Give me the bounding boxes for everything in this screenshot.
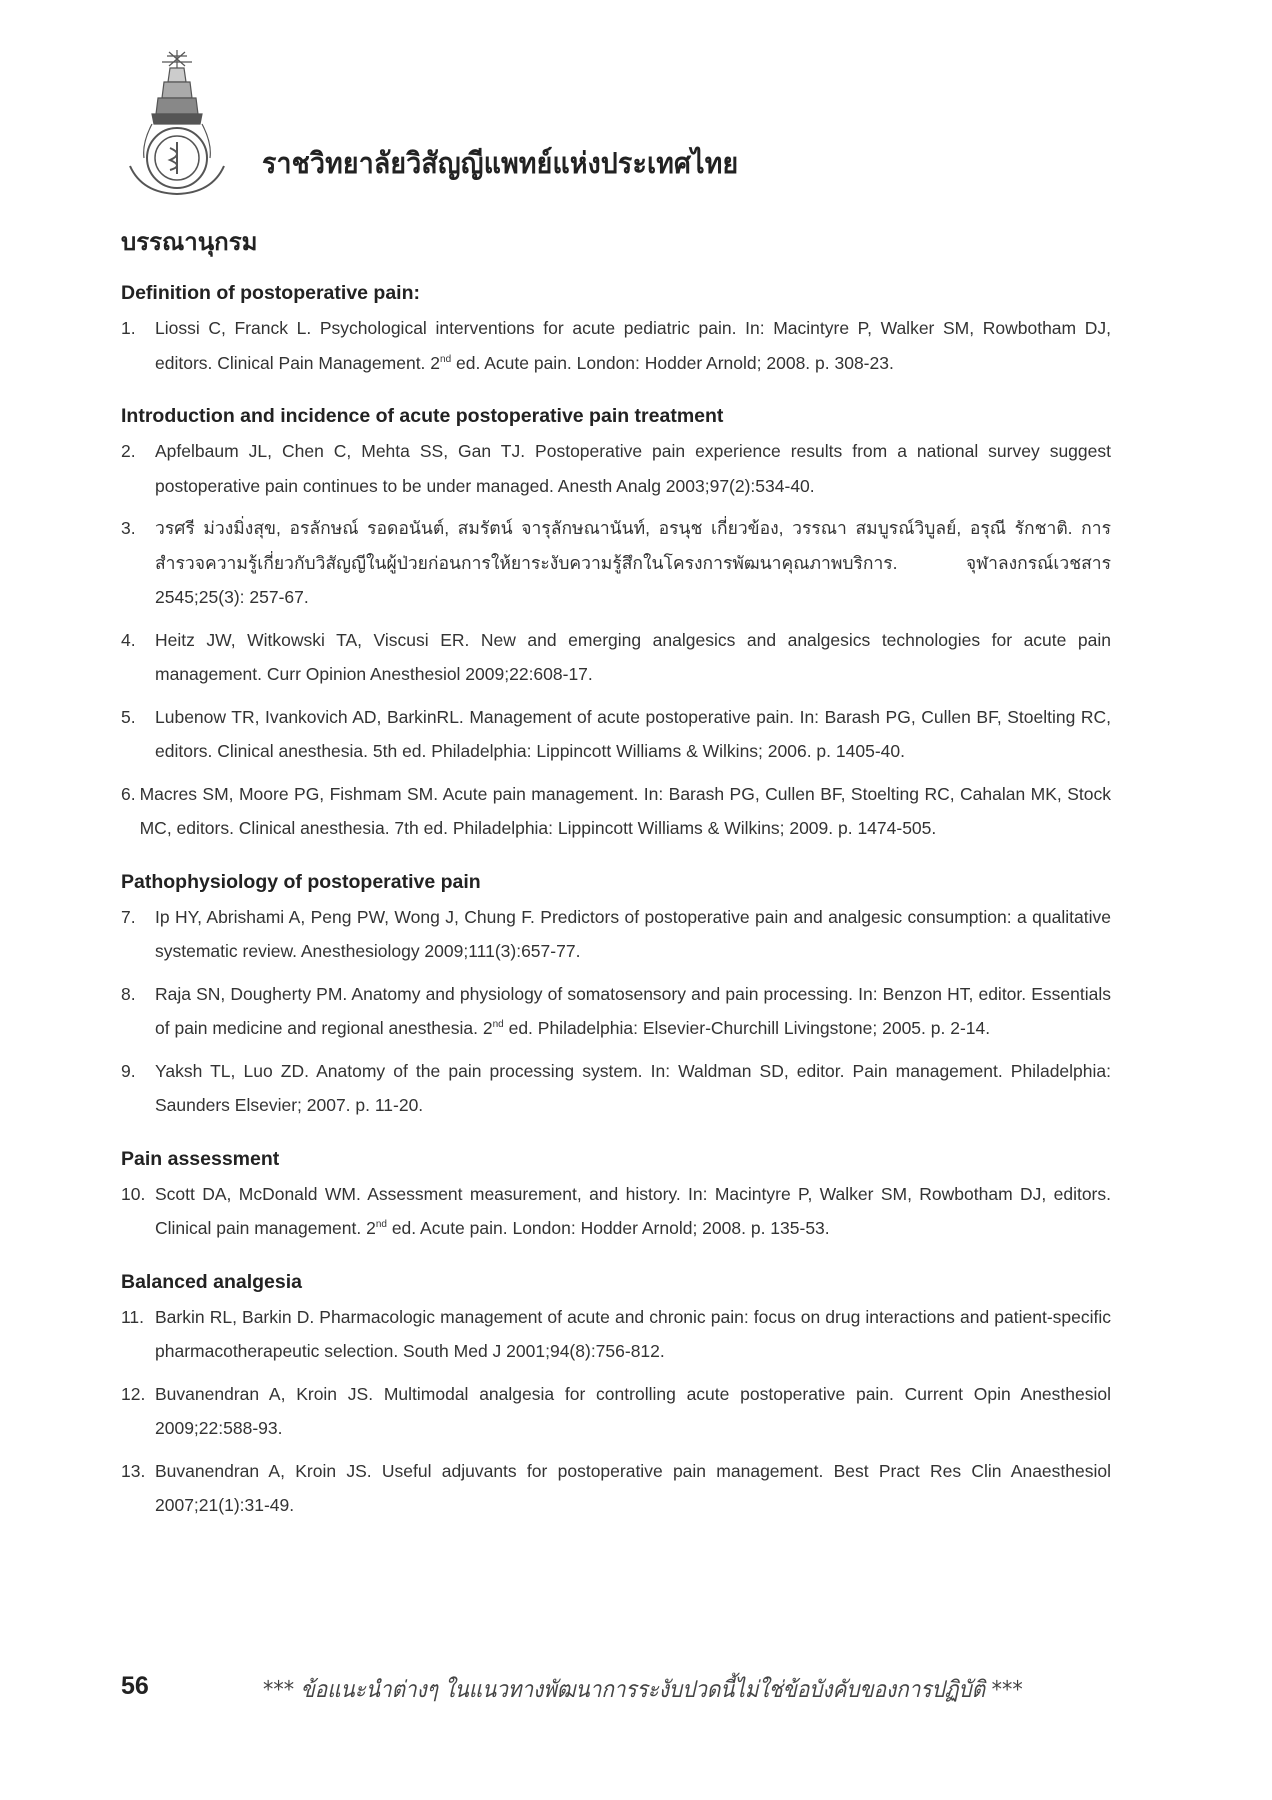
section-heading: Pain assessment [121, 1147, 280, 1170]
reference-item [121, 1177, 1111, 1246]
ordinal-suffix: nd [440, 353, 452, 365]
reference-text [155, 1054, 1111, 1123]
reference-text-main: Ip HY, Abrishami A, Peng PW, Wong J, Chung F. Predictors of postoperative pain and analgesic consumption: a qualitative systematic review. Anesthesiology 2009;111(3):657-77. [155, 906, 1111, 961]
reference-text [140, 777, 1111, 846]
ordinal-suffix: nd [492, 1019, 504, 1031]
reference-text [155, 311, 1111, 380]
reference-item [121, 700, 1111, 769]
reference-text-main: Yaksh TL, Luo ZD. Anatomy of the pain processing system. In: Waldman SD, editor. Pain management. Philadelphia: Saunders Elsevier; 2007. p. 11-20. [155, 1060, 1111, 1115]
reference-section [121, 1145, 1111, 1246]
ordinal-suffix: nd [375, 1219, 387, 1231]
reference-text-main: Buvanendran A, Kroin JS. Useful adjuvants for postoperative pain management. Best Pract Res Clin Anaesthesiol 2007;21(1):31-49. [155, 1460, 1111, 1515]
reference-text-rest: ed. Acute pain. London: Hodder Arnold; 2008. p. 135-53. [386, 1218, 830, 1238]
section-heading: Introduction and incidence of acute postoperative pain treatment [121, 405, 724, 427]
reference-item [121, 434, 1111, 503]
reference-number: 4. [121, 629, 136, 650]
footer-disclaimer: *** ข้อแนะนำต่างๆ ในแนวทางพัฒนาการระงับปวดนี้ไม่ใช่ข้อบังคับของการปฏิบัติ *** [263, 1677, 1023, 1703]
college-seal-logo [122, 48, 232, 198]
reference-text [155, 977, 1111, 1046]
section-title: บรรณานุกรม [121, 228, 258, 256]
reference-text-main: Raja SN, Dougherty PM. Anatomy and physiology of somatosensory and pain processing. In: Benzon HT, editor. Essentials of pain medicine and regional anesthesia. 2 [155, 983, 1111, 1038]
reference-text [155, 511, 1111, 615]
section-heading: Pathophysiology of postoperative pain [121, 870, 481, 893]
reference-text [155, 700, 1111, 769]
reference-section [121, 868, 1111, 1123]
reference-number: 3. [121, 518, 136, 538]
reference-item [121, 623, 1111, 692]
reference-number: 8. [121, 983, 136, 1004]
reference-text [155, 1377, 1111, 1446]
reference-number: 1. [121, 318, 136, 338]
reference-number: 6. [121, 783, 136, 804]
reference-list [121, 279, 1111, 1545]
reference-text-main: วรศรี ม่วงมิ่งสุข, อรลักษณ์ รอดอนันต์, สมรัตน์ จารุลักษณานันท์, อรนุช เกี่ยวข้อง, วรรณา สมบูรณ์วิบูลย์, อรุณี รักชาติ. การสำรวจความรู้เกี่ยวกับวิสัญญีในผู้ป่วยก่อนการให้ยาระงับความรู้สึกในโครงการพัฒนาคุณภาพบริการ. จุฬาลงกรณ์เวชสาร 2545;25(3): 257-67. [155, 518, 1111, 607]
reference-text [155, 623, 1111, 692]
reference-text-main: Liossi C, Franck L. Psychological interventions for acute pediatric pain. In: Macintyre P, Walker SM, Rowbotham DJ, editors. Clinical Pain Management. 2 [155, 318, 1111, 373]
reference-section [121, 279, 1111, 380]
reference-text [155, 434, 1111, 503]
reference-text-main: Barkin RL, Barkin D. Pharmacologic management of acute and chronic pain: focus on drug interactions and patient-specific pharmacotherapeutic selection. South Med J 2001;94(8):756-812. [155, 1306, 1111, 1361]
reference-text [155, 1300, 1111, 1369]
reference-text-main: Lubenow TR, Ivankovich AD, BarkinRL. Management of acute postoperative pain. In: Barash PG, Cullen BF, Stoelting RC, editors. Clinical anesthesia. 5th ed. Philadelphia: Lippincott Williams & Wilkins; 2006. p. 1405-40. [155, 706, 1111, 761]
reference-number: 10. [121, 1183, 146, 1204]
reference-text [155, 900, 1111, 969]
reference-item [121, 1454, 1111, 1523]
reference-number: 7. [121, 906, 136, 927]
reference-number: 11. [121, 1306, 145, 1327]
reference-number: 5. [121, 706, 136, 727]
reference-text-rest: ed. Philadelphia: Elsevier-Churchill Livingstone; 2005. p. 2-14. [503, 1018, 991, 1038]
reference-item [121, 777, 1111, 846]
page-number: 56 [121, 1672, 149, 1700]
reference-text [155, 1454, 1111, 1523]
reference-item [121, 1054, 1111, 1123]
section-heading: Balanced analgesia [121, 1270, 303, 1293]
organization-name: ราชวิทยาลัยวิสัญญีแพทย์แห่งประเทศไทย [262, 146, 739, 180]
reference-text-main: Heitz JW, Witkowski TA, Viscusi ER. New and emerging analgesics and analgesics technologies for acute pain management. Curr Opinion Anesthesiol 2009;22:608-17. [155, 629, 1111, 684]
reference-text [155, 1177, 1111, 1246]
reference-item [121, 977, 1111, 1046]
reference-text-main: Buvanendran A, Kroin JS. Multimodal analgesia for controlling acute postoperative pain. Current Opin Anesthesiol 2009;22:588-93. [155, 1383, 1111, 1438]
reference-item [121, 311, 1111, 380]
reference-number: 13. [121, 1460, 146, 1481]
reference-section [121, 402, 1111, 846]
reference-text-main: Macres SM, Moore PG, Fishmam SM. Acute pain management. In: Barash PG, Cullen BF, Stoelting RC, Cahalan MK, Stock MC, editors. Clinical anesthesia. 7th ed. Philadelphia: Lippincott Williams & Wilkins; 2009. p. 1474-505. [139, 783, 1111, 838]
reference-item [121, 1300, 1111, 1369]
reference-section [121, 1268, 1111, 1523]
reference-number: 2. [121, 441, 136, 461]
reference-item [121, 1377, 1111, 1446]
reference-number: 12. [121, 1383, 146, 1404]
reference-text-rest: ed. Acute pain. London: Hodder Arnold; 2008. p. 308-23. [451, 352, 894, 373]
reference-item [121, 511, 1111, 615]
reference-item [121, 900, 1111, 969]
reference-number: 9. [121, 1060, 136, 1081]
reference-text-main: Apfelbaum JL, Chen C, Mehta SS, Gan TJ. Postoperative pain experience results from a national survey suggest postoperative pain continues to be under managed. Anesth Analg 2003;97(2):534-40. [155, 441, 1111, 496]
section-heading: Definition of postoperative pain: [121, 282, 421, 304]
reference-text-main: Scott DA, McDonald WM. Assessment measurement, and history. In: Macintyre P, Walker SM, Rowbotham DJ, editors. Clinical pain management. 2 [155, 1183, 1111, 1238]
